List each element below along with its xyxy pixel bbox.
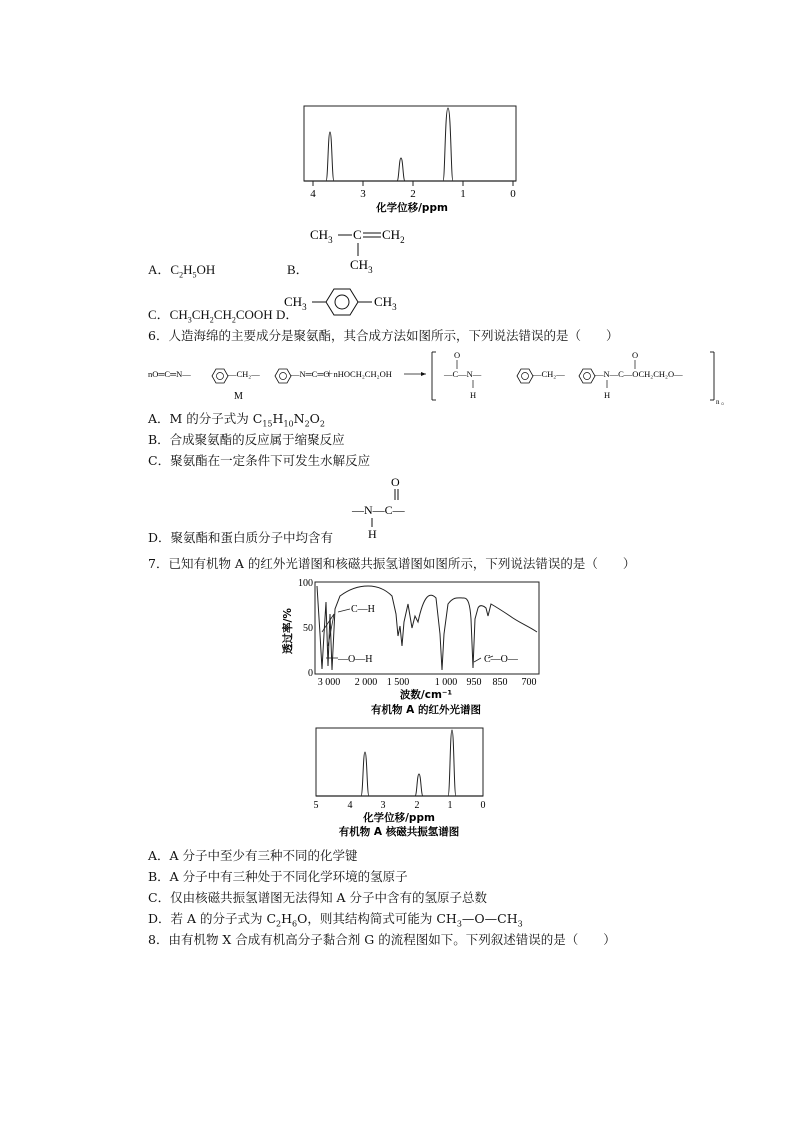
sub: 2 — [400, 235, 405, 245]
nmr-a-tick: 1 — [447, 800, 453, 811]
nmr1-tick: 1 — [460, 188, 466, 200]
reactant1-end: —N═C═O — [291, 369, 330, 379]
sub: 3 — [302, 302, 307, 312]
sub: 3 — [368, 265, 373, 274]
nmr-a-tick: 3 — [380, 800, 386, 811]
nmr-a-peak-2-0 — [415, 774, 423, 796]
q6-option-d: D．聚氨酯和蛋白质分子中均含有 — [148, 530, 334, 545]
ir-xlabel: 波数/cm⁻¹ — [399, 689, 453, 701]
nmr-a-xlabel: 化学位移/ppm — [363, 812, 435, 824]
prod-tail: —N—C—OCH₂CH₂O— — [595, 369, 683, 379]
q5-option-a-mid: H — [183, 262, 193, 277]
sub: 3 — [517, 919, 523, 929]
svg-text:CH3 — [284, 294, 307, 312]
q6-stem: 6．人造海绵的主要成分是聚氨酯，其合成方法如图所示，下列说法错误的是（ ） — [148, 328, 619, 343]
q7-option-b: B．A 分子中有三种处于不同化学环境的氢原子 — [148, 869, 408, 884]
sub: 6 — [292, 919, 298, 929]
sub: 3 — [328, 235, 333, 245]
q6-option-c: C．聚氨酯在一定条件下可发生水解反应 — [148, 453, 371, 468]
b-carbon: C — [353, 227, 362, 242]
ir-y-tick: 50 — [303, 623, 313, 634]
q7-option-d-part: —O—CH — [461, 911, 518, 926]
q7-option-a: A．A 分子中至少有三种不同的化学键 — [148, 848, 358, 863]
ir-y-tick: 100 — [298, 578, 313, 589]
sub: 10 — [283, 419, 294, 429]
prod-ch2: —CH₂— — [533, 369, 565, 379]
nmr-peak-1-3 — [443, 108, 453, 181]
ir-spectrum — [278, 574, 548, 719]
prod-o2: O — [632, 350, 639, 360]
ir-x-tick: 850 — [492, 677, 508, 688]
svg-text:CH2 — [382, 227, 405, 245]
q5-option-c-part: CH — [191, 307, 210, 322]
ir-ylabel: 透过率/% — [282, 608, 294, 654]
q6-option-a: A．M 的分子式为 C — [148, 411, 263, 426]
reaction-end: 。 — [721, 396, 730, 406]
b-ch3-bottom: CH — [350, 257, 369, 272]
q6-formula-part: H — [272, 411, 284, 426]
reactant1-ch2: —CH₂— — [228, 369, 260, 379]
ir-y-tick: 0 — [308, 668, 313, 679]
sub: 3 — [187, 315, 192, 325]
nmr-a-tick: 4 — [347, 800, 353, 811]
ir-label-co: C—O— — [484, 654, 518, 665]
nmr-spectrum-top — [300, 100, 530, 215]
amide-o: O — [391, 475, 400, 489]
nmr-a-caption: 有机物 A 核磁共振氢谱图 — [338, 826, 460, 838]
nmr-peak-3-6 — [326, 132, 334, 181]
ir-label-oh: —O—H — [338, 654, 373, 665]
q6-formula-part: O — [309, 411, 320, 426]
q7-option-d-part: H — [281, 911, 293, 926]
label-m: M — [234, 391, 243, 402]
sub: 2 — [231, 315, 236, 325]
q6-option-b: B．合成聚氨酯的反应属于缩聚反应 — [148, 432, 345, 447]
q7-stem: 7．已知有机物 A 的红外光谱图和核磁共振氢谱图如图所示，下列说法错误的是（ ） — [148, 556, 636, 571]
q5-option-a: A．C — [148, 262, 180, 277]
ir-caption: 有机物 A 的红外光谱图 — [371, 704, 481, 716]
sub: 3 — [456, 919, 462, 929]
q5-option-c-end: COOH D． — [235, 307, 299, 322]
ir-x-tick: 2 000 — [354, 677, 378, 688]
b-ch3-left: CH — [310, 227, 329, 242]
nmr-a-peak-3-5 — [361, 752, 369, 796]
svg-text:CH3 — [310, 227, 333, 245]
nmr1-tick: 3 — [360, 188, 366, 200]
sub: 15 — [262, 419, 273, 429]
ir-x-tick: 3 000 — [317, 677, 341, 688]
ir-x-tick: 1 500 — [386, 677, 410, 688]
q7-option-c: C．仅由核磁共振氢谱图无法得知 A 分子中含有的氢原子总数 — [148, 890, 488, 905]
sub: 2 — [179, 270, 184, 280]
prod-h1: H — [470, 390, 477, 400]
q6-formula-part: N — [293, 411, 305, 426]
svg-text:CH3 — [350, 257, 373, 274]
reactant1-start: nO═C═N— — [148, 369, 191, 379]
q7-option-d: D．若 A 的分子式为 C — [148, 911, 277, 926]
nmr-a-tick: 0 — [480, 800, 486, 811]
n-subscript: n — [716, 398, 720, 406]
sub: 2 — [276, 919, 282, 929]
ir-x-tick: 950 — [466, 677, 482, 688]
ir-label-ch: C—H — [351, 604, 375, 615]
sub: 2 — [209, 315, 214, 325]
q5-option-c: C．CH — [148, 307, 188, 322]
nmr-peak-2-2 — [397, 158, 405, 181]
amide-h: H — [368, 527, 377, 540]
sub: 2 — [319, 419, 325, 429]
prod-o1: O — [454, 350, 461, 360]
nmr1-xlabel: 化学位移/ppm — [376, 202, 448, 214]
nmr-frame — [304, 106, 516, 181]
sub: 5 — [192, 270, 197, 280]
nmr1-tick: 0 — [510, 188, 516, 200]
nmr-a-tick: 5 — [313, 800, 319, 811]
nmr-spectrum-a — [307, 724, 492, 842]
nmr-a-peak-1-0 — [448, 730, 456, 796]
reactant2: ＋nHOCH₂CH₂OH — [325, 369, 392, 379]
amide-chain: —N—C— — [352, 503, 405, 517]
d-ch3-right: CH — [374, 294, 393, 309]
prod-cn: —C—N— — [444, 369, 482, 379]
nmr1-tick: 4 — [310, 188, 316, 200]
ir-x-tick: 1 000 — [434, 677, 458, 688]
d-ch3-left: CH — [284, 294, 303, 309]
svg-text:CH3 — [374, 294, 397, 312]
polyurethane-reaction — [148, 346, 733, 408]
prod-h2: H — [604, 390, 611, 400]
sub: 2 — [304, 419, 310, 429]
q8-stem: 8．由有机物 X 合成有机高分子黏合剂 G 的流程图如下。下列叙述错误的是（ ） — [148, 932, 616, 947]
q5-option-b: B． — [287, 262, 309, 277]
q5-option-a-end: OH — [196, 262, 216, 277]
structure-b — [308, 222, 418, 274]
q7-option-d-part: O，则其结构简式可能为 CH — [297, 911, 457, 926]
amide-group — [350, 474, 420, 540]
b-ch2: CH — [382, 227, 401, 242]
ir-x-tick: 700 — [521, 677, 537, 688]
q5-option-c-part: CH — [213, 307, 232, 322]
structure-d-paraxylene — [282, 284, 412, 320]
sub: 3 — [392, 302, 397, 312]
nmr1-tick: 2 — [410, 188, 416, 200]
nmr-a-tick: 2 — [414, 800, 420, 811]
